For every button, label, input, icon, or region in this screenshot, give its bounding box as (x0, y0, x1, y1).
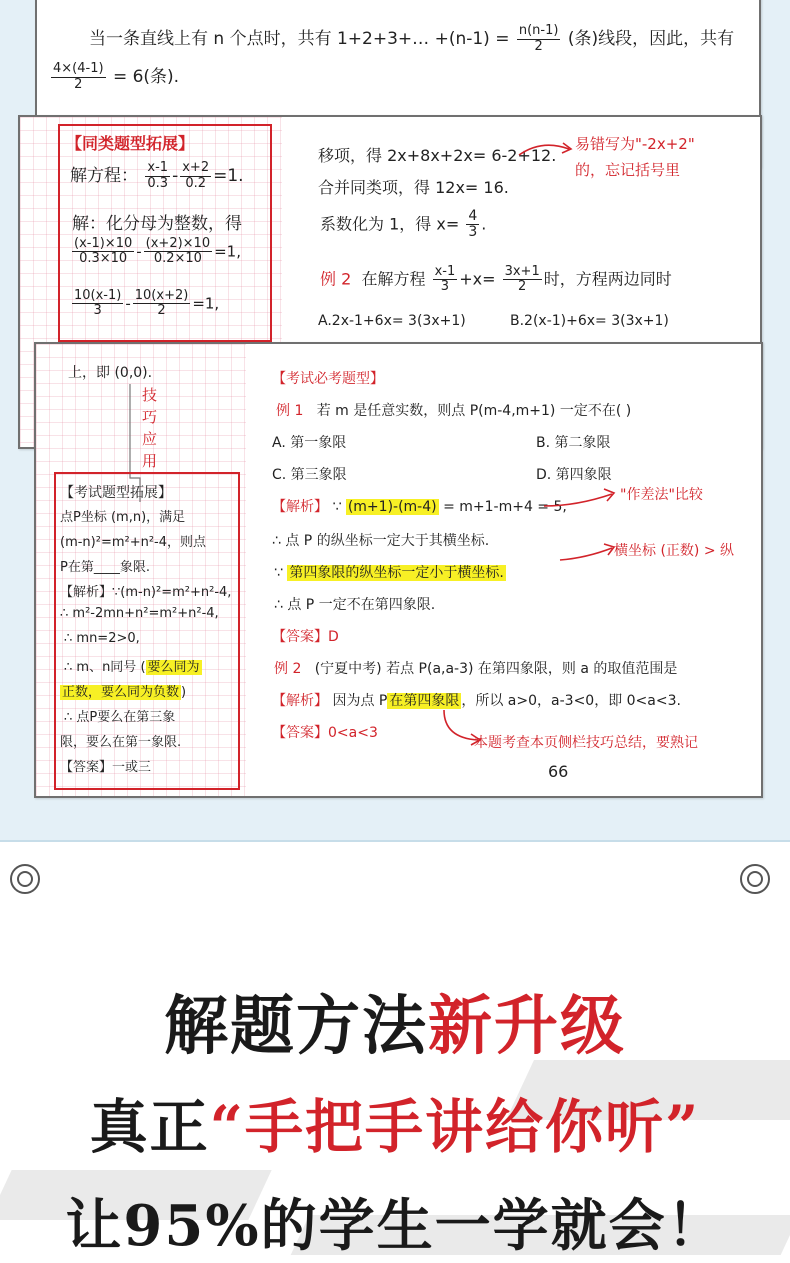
annotation-coordinate: 横坐标 (正数) > 纵 (614, 543, 735, 559)
exam-line: P在第____象限. (60, 560, 150, 575)
fraction: $\frac{(x-1)\times 10}{0.3\times 10}$ (74, 236, 133, 267)
because-line-2: ∵ 第四象限的纵坐标一定小于横坐标. (274, 565, 504, 581)
annotation-mistake-1: 易错写为"-2x+2" (575, 135, 695, 153)
annotation-difference-method: "作差法"比较 (620, 487, 703, 503)
sidebar-line-1: 解方程： $\frac{x-1}{0.3}$ - $\frac{x+2}{0.2}$ =1. (70, 160, 244, 191)
main-line-1: 移项，得 2x+8x+2x= 6-2+12. (318, 146, 557, 165)
section-title: 【考试必考题型】 (272, 371, 384, 387)
top-line-2: $\frac{4\times(4-1)}{2}$ = 6(条). (53, 61, 180, 92)
option-a: A. 第一象限 (272, 435, 347, 451)
sidebar-line-4: $\frac{10(x-1)}{3}$ - $\frac{10(x+2)}{2}$ =1, (74, 288, 220, 319)
option-b: B.2(x-1)+6x= 3(3x+1) (510, 313, 669, 329)
example-2-line: 例 2 在解方程 $\frac{x-1}{3}$ +x= $\frac{3x+1}{2}$ 时，方程两边同时 (320, 264, 672, 295)
banner-line-1: 解题方法新升级 (164, 989, 626, 1064)
exam-line: 【解析】∵(m-n)²=m²+n²-4, (60, 585, 232, 600)
fraction: $\frac{10(x+2)}{2}$ (134, 288, 189, 319)
annotation-review: 本题考查本页侧栏技巧总结，要熟记 (474, 735, 698, 751)
annotation-arrow (542, 484, 622, 514)
banner-line-2: 真正“手把手讲给你听” (89, 1093, 701, 1161)
sidebar-line-2: 解：化分母为整数，得 (72, 214, 242, 234)
example-1-line: 例 1 若 m 是任意实数，则点 P(m-4,m+1) 一定不在( ) (276, 403, 632, 419)
exam-line: (m-n)²=m²+n²-4，则点 (60, 535, 207, 550)
option-d: D. 第四象限 (536, 467, 612, 483)
top-line-1: 当一条直线上有 n 个点时，共有 1+2+3+… +(n-1) = $\frac{n(n-1)}{2}$ (条)线段，因此，共有 (89, 23, 735, 54)
sidebar-line-3: $\frac{(x-1)\times 10}{0.3\times 10}$ - $\frac{(x+2)\times 10}{0.2\times 10}$ =1, (74, 236, 241, 267)
annotation-arrow (558, 540, 618, 566)
page-number: 66 (548, 762, 569, 781)
exam-highlight-line-1: ∴ m、n同号 ( 要么同为 (64, 660, 200, 675)
fraction: $\frac{(x+2)\times 10}{0.2\times 10}$ (145, 236, 211, 267)
fraction: $\frac{n(n-1)}{2}$ (518, 23, 559, 54)
annotation-arrow (517, 137, 577, 167)
front-page-card (34, 342, 763, 798)
annotation-mistake-2: 的，忘记括号里 (575, 161, 681, 179)
fraction: $\frac{4\times(4-1)}{2}$ (53, 61, 104, 92)
main-line-2: 合并同类项，得 12x= 16. (318, 178, 509, 197)
option-b: B. 第二象限 (536, 435, 611, 451)
exam-line: ∴ 点P要么在第三象 (64, 710, 176, 725)
example-2-line: 例 2 (宁夏中考) 若点 P(a,a-3) 在第四象限，则 a 的取值范围是 (274, 661, 678, 677)
exam-line: ∴ mn=2>0, (64, 631, 140, 646)
fraction: $\frac{x+2}{0.2}$ (182, 160, 210, 191)
fraction: $\frac{x-1}{0.3}$ (147, 160, 169, 191)
left-line-1: 上，即 (0,0). (68, 365, 153, 381)
fraction: $\frac{3x+1}{2}$ (504, 264, 540, 295)
exam-line: 点P坐标 (m,n)，满足 (60, 510, 186, 525)
analysis-line-2: 【解析】 因为点 P 在第四象限 ，所以 a>0，a-3<0，即 0<a<3. (272, 693, 681, 709)
fraction: $\frac{4}{3}$ (468, 208, 478, 241)
technique-vertical-label: 技 巧 应 用 (142, 386, 158, 470)
analysis-line-1: 【解析】 ∵ (m+1)-(m-4) = m+1-m+4 = 5, (272, 499, 567, 515)
exam-highlight-line-2: 正数，要么同为负数 ) (62, 685, 187, 700)
exam-answer: 【答案】一或三 (60, 760, 152, 775)
exam-line: ∴ m²-2mn+n²=m²+n²-4, (60, 606, 219, 621)
banner-line-3: 让95%的学生一学就会！ (65, 1193, 725, 1259)
fraction: $\frac{10(x-1)}{3}$ (74, 288, 122, 319)
binder-ring-left (10, 864, 40, 894)
option-c: C. 第三象限 (272, 467, 347, 483)
therefore-line-2: ∴ 点 P 一定不在第四象限. (274, 597, 436, 613)
exam-extension-title: 【考试题型拓展】 (60, 485, 172, 501)
main-line-3: 系数化为 1，得 x= $\frac{4}{3}$ . (320, 208, 487, 241)
answer-1: 【答案】D (272, 629, 339, 645)
option-a: A.2x-1+6x= 3(3x+1) (318, 313, 466, 329)
exam-line: 限，要么在第一象限. (60, 735, 182, 750)
fraction: $\frac{x-1}{3}$ (434, 264, 456, 295)
sidebar-title: 【同类题型拓展】 (66, 134, 195, 153)
therefore-line-1: ∴ 点 P 的纵坐标一定大于其横坐标. (272, 533, 490, 549)
answer-2: 【答案】0<a<3 (272, 725, 378, 741)
binder-ring-right (740, 864, 770, 894)
